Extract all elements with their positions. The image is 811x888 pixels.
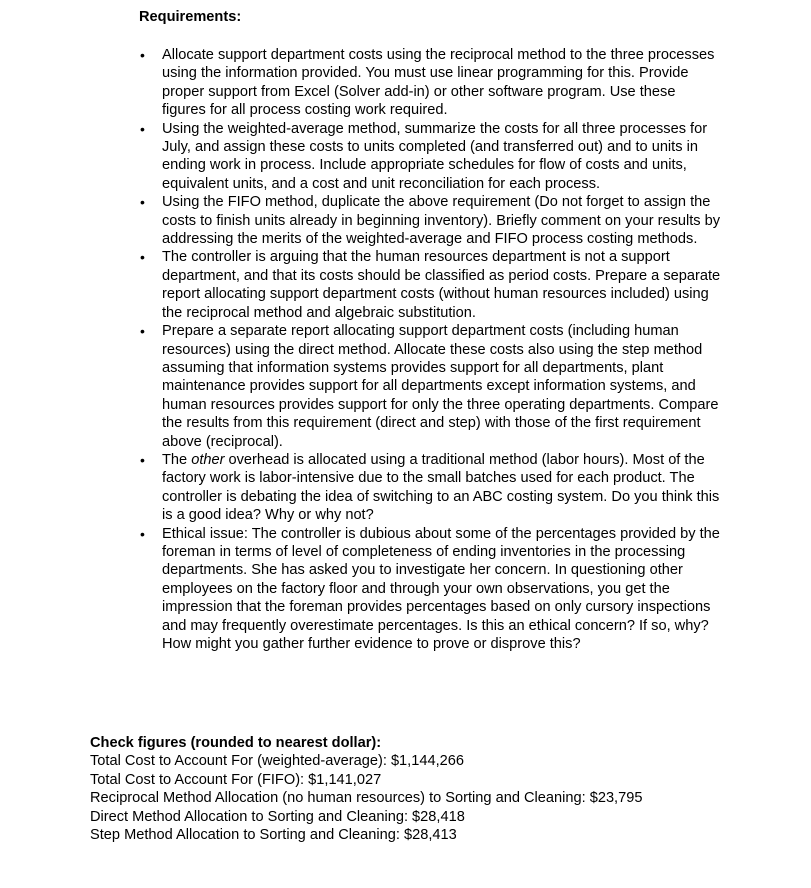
requirement-item-5 xyxy=(140,322,722,451)
bullet-icon: • xyxy=(140,249,145,266)
check-figure-reciprocal: Reciprocal Method Allocation (no human resources) to Sorting and Cleaning: $23,795 xyxy=(90,790,643,807)
check-figures-title: Check figures (rounded to nearest dollar): xyxy=(90,735,382,751)
requirement-text: Allocate support department costs using the reciprocal method to the three processes using the information provided. You must use linear programming for this. Provide proper support from Excel (Solver add-in) or other software program. Use these figures for all process costing work required. xyxy=(162,47,715,119)
requirement-emphasis: other xyxy=(191,451,225,468)
requirement-text-lead: The xyxy=(162,451,192,468)
requirement-text: The controller is arguing that the human resources department is not a support department, and that its costs should be classified as period costs. Prepare a separate report allocating support department costs (without human resources included) using the reciprocal method and algebraic substitution. xyxy=(162,249,721,321)
check-figure-fifo: Total Cost to Account For (FIFO): $1,141,027 xyxy=(90,771,382,788)
requirements-heading: Requirements: xyxy=(139,9,242,25)
requirement-text: Using the FIFO method, duplicate the above requirement (Do not forget to assign the costs to finish units already in beginning inventory). Briefly comment on your results by addressing the merits of the weighted-average and FIFO process costing methods. xyxy=(162,194,721,248)
check-figure-weighted-average: Total Cost to Account For (weighted-average): $1,144,266 xyxy=(90,753,464,770)
check-figure-direct: Direct Method Allocation to Sorting and Cleaning: $28,418 xyxy=(90,808,465,825)
requirement-item-1 xyxy=(140,46,722,120)
requirement-text: Using the weighted-average method, summarize the costs for all three processes for July, and assign these costs to units completed (and transferred out) and to units in ending work in process. Include appropriate schedules for flow of costs and units, equivalent units, and a cost and unit reconciliation for each process. xyxy=(162,120,708,192)
requirement-text: Ethical issue: The controller is dubious about some of the percentages provided by the foreman in terms of level of completeness of ending inventories in the processing departments. She has asked you to investigate her concern. In questioning other employees on the factory floor and through your own observations, you get the impression that the foreman provides percentages based on only cursory inspections and may frequently overestimate percentages. Is this an ethical concern? If so, why? How might you gather further evidence to prove or disprove this? xyxy=(162,525,720,652)
requirement-item-4 xyxy=(140,248,722,322)
requirement-item-2 xyxy=(140,120,722,194)
requirement-item-3 xyxy=(140,193,722,248)
requirement-text: Prepare a separate report allocating support department costs (including human resources) using the direct method. Allocate these costs also using the step method assuming that information systems provides support for all departments, plant maintenance provides support for all departments except information systems, and human resources provides support for only the three operating departments. Compare the results from this requirement (direct and step) with those of the first requirement above (reciprocal). xyxy=(162,323,719,450)
bullet-icon: • xyxy=(140,47,145,63)
requirement-text-tail: overhead is allocated using a traditional method (labor hours). Most of the factory work is labor-intensive due to the small batches used for each product. The controller is debating the idea of switching to an ABC costing system. Do you think this is a good idea? Why or why not? xyxy=(162,451,720,524)
check-figure-step: Step Method Allocation to Sorting and Cleaning: $28,413 xyxy=(90,827,457,844)
bullet-icon: • xyxy=(140,194,145,211)
requirement-item-6 xyxy=(140,451,722,525)
bullet-icon: • xyxy=(140,323,145,340)
bullet-icon: • xyxy=(140,120,145,137)
bullet-icon: • xyxy=(140,451,145,468)
requirements-list xyxy=(140,46,722,653)
bullet-icon: • xyxy=(140,525,145,542)
requirement-item-7 xyxy=(140,525,722,654)
check-figures xyxy=(90,734,790,844)
